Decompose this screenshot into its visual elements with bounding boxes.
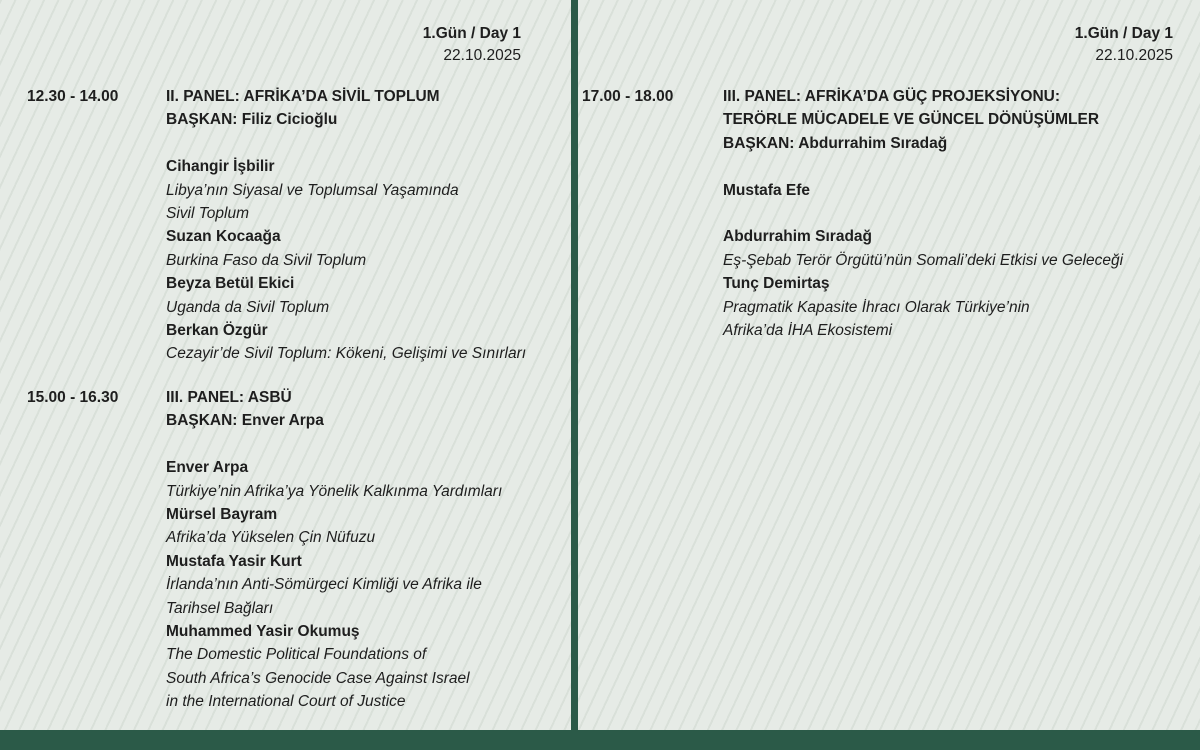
speaker-name: Mürsel Bayram [166,505,278,523]
day-header-right [900,23,1173,67]
talk-title: in the International Court of Justice [166,693,406,711]
footer-bar [0,730,1200,750]
talk-title: Libya’nın Siyasal ve Toplumsal Yaşamında [166,181,459,199]
speaker-name: Muhammed Yasir Okumuş [166,622,360,640]
talk-title: The Domestic Political Foundations of [166,646,427,664]
speaker-name: Mustafa Efe [723,181,810,199]
spacer [166,433,502,456]
talk-title: Afrika’da Yükselen Çin Nüfuzu [166,529,376,547]
session-time: 12.30 - 14.00 [27,88,119,105]
speaker-name: Beyza Betül Ekici [166,275,295,293]
session-content [166,386,502,713]
speaker-name: Tunç Demirtaş [723,275,830,293]
talk-title: Eş-Şebab Terör Örgütü’nün Somali’deki Etkisi ve Geleceği [723,251,1124,269]
day-date: 22.10.2025 [1095,47,1173,64]
spacer [723,155,1123,178]
talk-title: Uganda da Sivil Toplum [166,298,330,316]
talk-title: Sivil Toplum [166,204,249,222]
panel-chair: BAŞKAN: Enver Arpa [166,412,324,430]
panel-title: TERÖRLE MÜCADELE VE GÜNCEL DÖNÜŞÜMLER [723,111,1100,129]
talk-title: Pragmatik Kapasite İhracı Olarak Türkiye’nin [723,298,1030,316]
talk-title: İrlanda’nın Anti-Sömürgeci Kimliği ve Afrika ile [166,576,482,594]
talk-title: Tarihsel Bağları [166,599,274,617]
day-label: 1.Gün / Day 1 [422,25,521,42]
spacer [166,132,526,155]
talk-title: South Africa’s Genocide Case Against Israel [166,669,470,687]
day-header-left [300,23,521,67]
day-date: 22.10.2025 [443,47,521,64]
panel-chair: BAŞKAN: Filiz Cicioğlu [166,111,338,129]
speaker-name: Berkan Özgür [166,321,268,339]
session-time: 15.00 - 16.30 [27,389,119,406]
session-content [166,85,526,366]
speaker-name: Cihangir İşbilir [166,158,275,176]
talk-title: Afrika’da İHA Ekosistemi [723,321,893,339]
session-content [723,85,1123,342]
panel-title: III. PANEL: ASBÜ [166,389,292,406]
panel-title: III. PANEL: AFRİKA’DA GÜÇ PROJEKSİYONU: [723,88,1061,105]
spacer [723,202,1123,225]
talk-title: Türkiye’nin Afrika’ya Yönelik Kalkınma Yardımları [166,482,503,500]
panel-chair: BAŞKAN: Abdurrahim Sıradağ [723,134,948,152]
column-divider [571,0,578,730]
speaker-name: Suzan Kocaağa [166,228,281,246]
speaker-name: Abdurrahim Sıradağ [723,228,872,246]
session-time: 17.00 - 18.00 [582,88,674,105]
talk-title: Burkina Faso da Sivil Toplum [166,251,367,269]
speaker-name: Enver Arpa [166,459,249,477]
talk-title: Cezayir’de Sivil Toplum: Kökeni, Gelişimi ve Sınırları [166,345,527,363]
panel-title: II. PANEL: AFRİKA’DA SİVİL TOPLUM [166,88,440,105]
speaker-name: Mustafa Yasir Kurt [166,552,302,570]
day-label: 1.Gün / Day 1 [1074,25,1173,42]
